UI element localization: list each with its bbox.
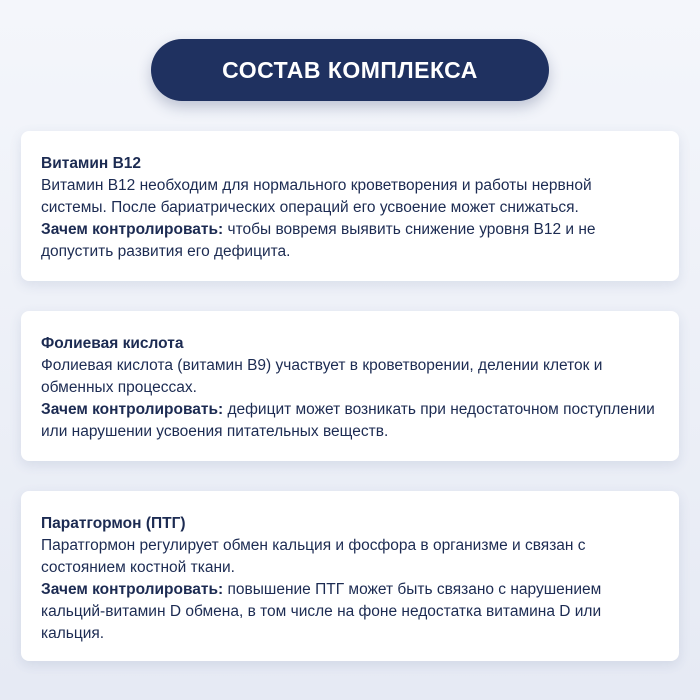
card-why-paragraph [41,399,659,443]
card-title: Витамин B12 [41,155,142,172]
page-title: СОСТАВ КОМПЛЕКСА [222,56,478,83]
card-title: Фолиевая кислота [41,335,184,352]
why-text: чтобы вовремя выявить снижение уровня B12 и не допустить развития его дефицита. [41,221,596,260]
card-parathyroid-hormone [21,491,679,661]
header-banner [151,39,549,101]
why-label: Зачем контролировать: [41,221,224,238]
why-label: Зачем контролировать: [41,581,224,598]
why-text: повышение ПТГ может быть связано с нарушением кальций-витамин D обмена, в том числе на фоне недостатка витамина D или кальция. [41,581,602,642]
card-description: Паратгормон регулирует обмен кальция и фосфора в организме и связан с состоянием костной ткани. [41,537,586,576]
why-text: дефицит может возникать при недостаточном поступлении или нарушении усвоения питательных веществ. [41,401,655,440]
why-label: Зачем контролировать: [41,401,224,418]
card-folic-acid [21,311,679,461]
card-why-paragraph [41,219,659,263]
card-title: Паратгормон (ПТГ) [41,515,186,532]
card-vitamin-b12 [21,131,679,281]
card-why-paragraph [41,579,659,645]
card-description: Витамин B12 необходим для нормального кроветворения и работы нервной системы. После бариатрических операций его усвоение может снижаться. [41,177,592,216]
card-description: Фолиевая кислота (витамин B9) участвует в кроветворении, делении клеток и обменных процессах. [41,357,603,396]
